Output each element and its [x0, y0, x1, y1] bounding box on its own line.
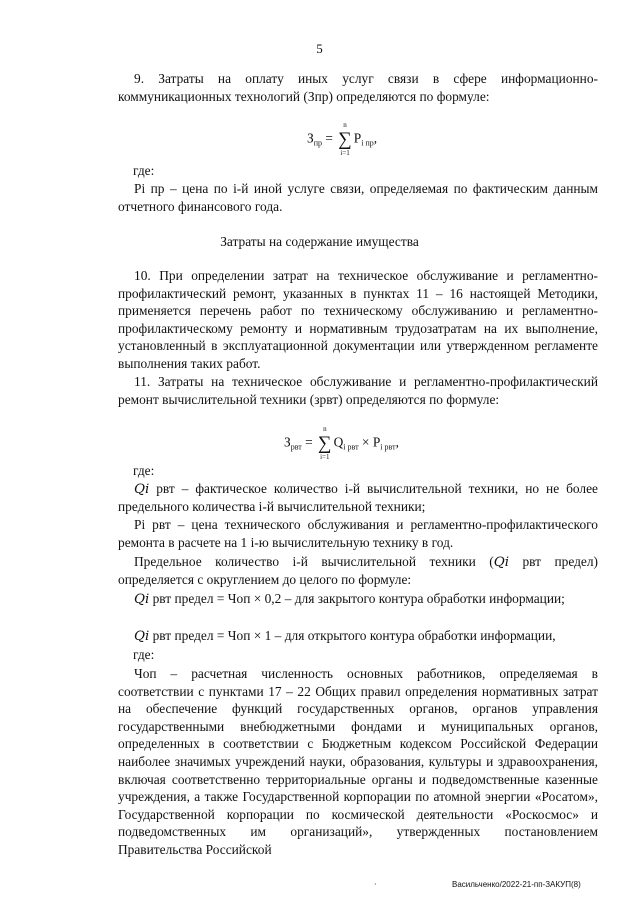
- paragraph-11: 11. Затраты на техническое обслуживание и регламентно-профилактический ремонт вычислительной техники (зрвт) определяются по формуле:: [118, 374, 598, 407]
- paragraph-10: 10. При определении затрат на техническое обслуживание и регламентно-профилактический ремонт, указанных в пунктах 11 – 16 настоящей Методики, применяется перечень работ по техническому обслуживанию и регламентно-профилактическому ремонту и нормативным трудозатратам на их выполнение, установленный в эксплуатационной документации или утвержденном регламенте выполнения таких работ.: [118, 268, 598, 371]
- definition-chop: Чоп – расчетная численность основных работников, определяемая в соответствии с пунктами 17 – 22 Общих правил определения нормативных затрат на обеспечение функций государственных органов, органов управления государственными внебюджетными фондами и муниципальных органов, определенных в соответствии с Бюджетным кодексом Российской Федерации наиболее значимых учреждений науки, образования, культуры и здравоохранения, включая соответственно территориальные органы и подведомственные казенные учреждения, а также Государственной корпорации по атомной энергии «Росатом», Государственной корпорации по космической деятельности «Роскосмос» и подведомственных им организаций», утвержденных постановлением Правительства Российской: [118, 666, 598, 857]
- formula-limit-closed: 𝑄𝑖 рвт предел = Чоп × 0,2 – для закрытого контура обработки информации;: [134, 591, 565, 606]
- formula-limit-open: 𝑄𝑖 рвт предел = Чоп × 1 – для открытого контура обработки информации,: [134, 628, 556, 643]
- formula-zrvt: $З_{рвт}$ = n ∑ i=1 $Q_{i рвт} \times P_{i рвт}$,: [284, 425, 399, 461]
- page-number: 5: [316, 41, 323, 56]
- footer-reference: Васильченко/2022-21-пп-ЗАКУП(8): [452, 880, 581, 889]
- formula-zpr: $З_{пр}$ = n ∑ i=1 $P_{i пр}$,: [307, 121, 378, 157]
- where-label-2: где:: [133, 463, 155, 478]
- footer-dot: ·: [374, 880, 377, 889]
- where-label-1: где:: [133, 163, 155, 178]
- paragraph-limit: Предельное количество i-й вычислительной техники (𝑄𝑖 рвт предел) определяется с округлением до целого по формуле:: [118, 554, 598, 587]
- definition-p-irvt: Pi рвт – цена технического обслуживания и регламентно-профилактического ремонта в расчете на 1 i-ю вычислительную технику в год.: [118, 517, 598, 550]
- definition-q-irvt: 𝑄𝑖 рвт – фактическое количество i-й вычислительной техники, но не более предельного количества i-й вычислительной техники;: [118, 481, 598, 514]
- paragraph-9: 9. Затраты на оплату иных услуг связи в сфере информационно-коммуникационных технологий (Зпр) определяются по формуле:: [118, 71, 598, 104]
- section-heading: Затраты на содержание имущества: [220, 234, 419, 249]
- definition-p-ipr: Pi пр – цена по i-й иной услуге связи, определяемая по фактическим данным отчетного финансового года.: [118, 181, 598, 214]
- where-label-3: где:: [133, 647, 155, 662]
